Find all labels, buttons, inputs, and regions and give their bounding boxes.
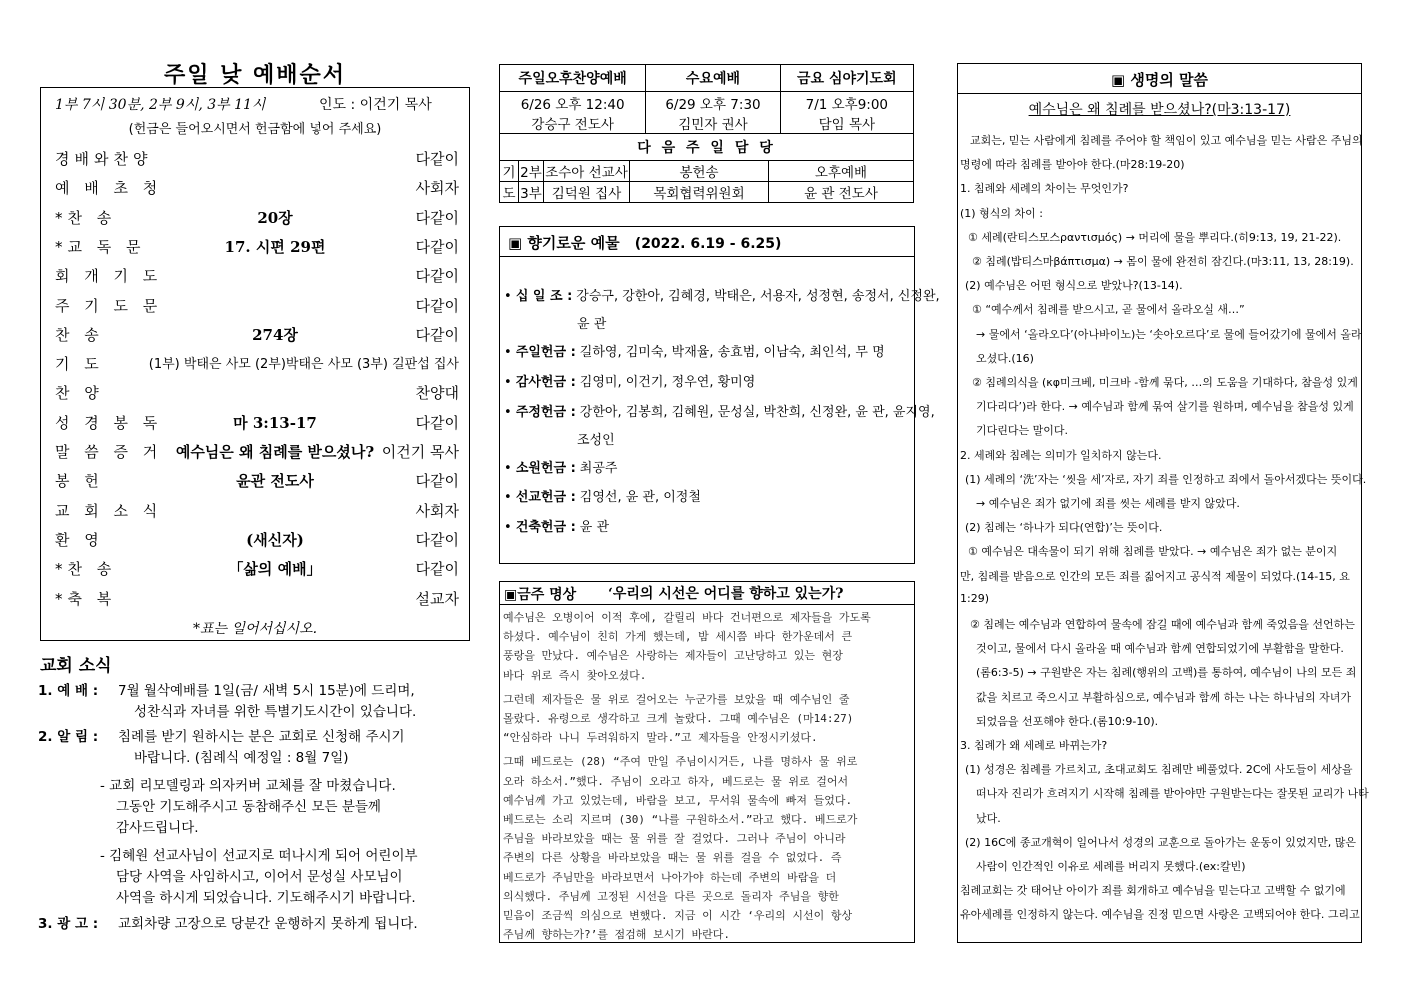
news-item-line: 7월 월삭예배를 1일(금/ 새벽 5시 15분)에 드리며, [118,683,415,699]
order-row [55,588,459,617]
news-item-line: - 교회 리모델링과 의자커버 교체를 잘 마쳤습니다. [100,778,396,794]
order-item-responsible: (1부) 박태은 사모 (2부)박태은 사모 (3부) 길판섭 집사 [148,357,459,373]
bullet-icon: • [504,490,516,505]
news-item-label: 1. 예 배 : [38,683,99,699]
offering-category: 선교헌금 : [515,490,576,505]
offering-category: 주일헌금 : [515,345,576,360]
order-item-detail: (새신자) [246,530,304,549]
meditation-line: 믿음이 조금씩 의심으로 변했다. 지금 이 시간 ‘우리의 시선이 항상 [503,909,853,922]
offering-category: 주정헌금 : [515,405,576,420]
next-week-title: 다 음 주 일 담 당 [500,134,914,161]
meditation-line: 주변의 다른 상황을 바라보았을 때는 물 위를 걸을 수 없었다. 즉 [503,851,842,865]
news-item-line: 사역을 하시게 되었습니다. 기도해주시기 바랍니다. [116,890,416,906]
offering-row [577,313,606,332]
sermon-line: 3. 침례가 왜 세례로 바뀌는가? [960,739,1108,752]
word-of-life-title: ▣ 생명의 말씀 [1110,71,1209,89]
meditation-line: 풍랑을 만났다. 예수님은 사랑하는 제자들이 고난당하고 있는 현장 [503,649,843,663]
schedule-cell-wednesday [646,92,780,134]
meditation-line: 예수님은 오병이어 이적 후에, 갈릴리 바다 건너편으로 제자들을 가도록 [503,611,871,624]
news-item-line: 감사드립니다. [116,820,199,836]
order-row [55,353,459,382]
offering-row [504,285,940,304]
duty-label-1: 기 [500,161,519,182]
order-item-name: 환 영 [55,530,104,549]
order-row [55,441,459,470]
meditation-line: 예수님께 가고 있었는데, 바람을 보고, 무서워 물속에 빠져 들었다. [503,793,853,807]
sermon-line: 명령에 따라 침례를 받아야 한다.(마28:19-20) [960,158,1185,172]
order-item-detail: 윤관 전도사 [236,472,314,491]
sermon-line: 되었음을 선포해야 한다.(롬10:9-10). [976,714,1159,728]
offering-title: ▣ 향기로운 예물 [508,234,620,252]
order-item-responsible: 다같이 [415,325,459,344]
sermon-line: ① 예수님은 대속물이 되기 위해 침례를 받았다. → 예수님은 죄가 없는 분이지 [968,545,1338,559]
order-item-detail: 17. 시편 29편 [224,237,326,256]
order-item-name: 기 도 [55,355,104,374]
duty-service-2: 2부 [519,161,544,182]
offering-category: 소원헌금 : [515,461,576,476]
order-item-name: 교 회 소 식 [55,501,163,520]
order-row [55,177,459,206]
sermon-line: (1) 성경은 침례를 가르치고, 초대교회도 침례만 베풀었다. 2C에 사도들이 세상을 [965,763,1353,777]
order-item-name: 찬 송 [55,325,104,344]
service-times: 1부 7시 30분, 2부 9시, 3부 11시 [55,97,266,113]
sermon-line: (1) 형식의 차이 : [960,206,1043,220]
sermon-line: ① “예수께서 침례를 받으시고, 곧 물에서 올라오실 새…” [972,303,1245,317]
sermon-line: 오셨다.(16) [976,351,1034,365]
order-item-responsible: 다같이 [415,560,459,579]
offering-header [500,227,914,257]
bullet-icon: • [504,405,516,420]
order-item-responsible: 다같이 [415,296,459,315]
meditation-line: 그때 베드로는 (28) “주여 만일 주님이시거든, 나를 명하사 물 위로 [503,755,858,769]
order-item-responsible: 다같이 [415,237,459,256]
order-row [55,558,459,587]
offering-names: 김영미, 이건기, 정우연, 황미영 [579,375,756,390]
order-row [55,148,459,177]
duty-service-3: 3부 [519,182,544,203]
offering-row [504,457,617,476]
sermon-line: ② 침례는 예수님과 연합하여 물속에 잠길 때에 예수님과 함께 죽었음을 선언하는 [970,618,1355,631]
order-item-name: *교 독 문 [55,237,146,256]
order-item-responsible: 다같이 [415,208,459,227]
sermon-line: 2. 세례와 침례는 의미가 일치하지 않는다. [960,448,1162,462]
sermon-line: → 물에서 ‘올라오다’(아나바이노)는 ‘솟아오르다’로 물에 들어갔기에 물에서 올라 [976,327,1362,341]
news-item-label: 3. 광 고 : [38,916,99,932]
sermon-line: ② 침례의식을 (κφ미크베, 미크바 -함께 묶다, …의 도움을 기대하다, 참을성 있게 [972,376,1358,389]
meditation-label: ▣금주 명상 [504,587,577,603]
offering-names: 윤 관 [577,317,607,332]
order-item-responsible: 사회자 [415,501,459,520]
sermon-line: (2) 예수님은 어떤 형식으로 받았나?(13-14). [965,279,1183,293]
next-week-table [500,161,913,202]
order-item-detail: 20장 [257,208,293,227]
order-item-name: 말 씀 증 거 [55,443,163,461]
sermon-line: 침례교회는 갓 태어난 아이가 죄를 회개하고 예수님을 믿는다고 고백할 수 없기에 [960,884,1346,898]
schedule-person: 담임 목사 [818,116,876,133]
offering-period: (2022. 6.19 - 6.25) [634,236,782,252]
offering-names: 김영선, 윤 관, 이정철 [579,490,701,505]
news-item-label: 2. 알 림 : [38,729,99,745]
order-item-responsible: 찬양대 [415,384,459,403]
news-item-line: - 김혜원 선교사님이 선교지로 떠나시게 되어 어린이부 [100,848,418,864]
order-item-responsible: 사회자 [415,179,459,198]
sermon-line: → 예수님은 죄가 없기에 죄를 씻는 세례를 받지 않았다. [976,497,1240,510]
schedule-date: 7/1 오후9:00 [805,96,889,113]
duty-offering-song: 목회협력위원회 [630,182,769,203]
offering-row [504,516,609,535]
order-item-responsible: 다같이 [415,267,459,286]
order-row [55,500,459,529]
meditation-box [499,581,915,943]
order-row [55,382,459,411]
news-item-line: 바랍니다. (침례식 예정일 : 8월 7일) [134,750,349,766]
duty-afternoon-label: 오후예배 [769,161,914,182]
order-title: 주일 낮 예배순서 [163,63,347,88]
order-item-detail: 예수님은 왜 침례를 받으셨나? [175,443,375,461]
order-row [55,236,459,265]
order-item-name: *찬 송 [55,208,117,227]
order-row [55,412,459,441]
sermon-line: 떠나자 진리가 흐려지기 시작해 침례를 받아야만 구원받는다는 잘못된 교리가 나타 [976,787,1369,801]
sermon-line: 1:29) [960,591,989,605]
order-item-responsible: 이건기 목사 [381,443,459,461]
sermon-line: 유아세례를 인정하지 않는다. 예수님을 진정 믿으면 사랑은 고백되어야 한다. 그리고 [960,908,1360,922]
standing-footnote: *표는 일어서십시오. [192,621,318,637]
meditation-line: “안심하라 나니 두려워하지 말라.”고 제자들을 안정시키셨다. [503,731,818,745]
duty-afternoon: 윤 관 전도사 [769,182,914,203]
order-item-responsible: 다같이 [415,413,459,432]
duty-label-2: 도 [500,182,519,203]
order-item-responsible: 다같이 [415,150,459,168]
bullet-icon: • [504,289,516,304]
meditation-line: 의식했다. 주님께 고정된 시선을 다른 곳으로 돌리자 주님을 향한 [503,889,839,903]
offering-names: 조성인 [577,433,615,448]
duty-offering-song-label: 봉헌송 [630,161,769,182]
sermon-line: (롬6:3-5) → 구원받은 자는 침례(행위의 고백)를 통하여, 예수님이 나의 모든 죄 [976,666,1357,680]
sermon-line: 났다. [976,811,1001,825]
meditation-line: 베드로는 소리 지르며 (30) “나를 구원하소서.”라고 했다. 베드로가 [503,813,858,826]
schedule-cell-sunday [500,92,646,134]
news-item-line: 그동안 기도해주시고 동참해주신 모든 분들께 [116,799,381,815]
sermon-line: 만, 침례를 받음으로 인간의 모든 죄를 짊어지고 공식적 제물이 되었다.(14-15, 요 [960,569,1350,583]
order-row [55,295,459,324]
meditation-line: 몰랐다. 유령으로 생각하고 크게 놀랐다. 그때 예수님은 (마14:27) [503,712,854,725]
word-of-life-header [958,64,1361,94]
sermon-line: 값을 치르고 죽으시고 부활하심으로, 예수님과 함께 하는 나는 하나님의 자녀가 [976,690,1351,704]
order-row [55,207,459,236]
sermon-line: (1) 세례의 ‘洗’자는 ‘씻을 세’자로, 자기 죄를 인정하고 죄에서 돌아서겠다는 뜻이다. [965,472,1367,486]
schedule-date: 6/26 오후 12:40 [520,96,625,113]
schedule-person: 강승구 전도사 [531,116,614,133]
order-row [55,324,459,353]
offering-box [499,226,940,564]
order-item-name: 성 경 봉 독 [55,413,163,432]
meditation-line: 주님을 바라보았을 때는 물 위를 잘 걸었다. 그러나 주님이 아니라 [503,832,846,846]
meditation-line: 주님께 향하는가?’를 점검해 보시기 바란다. [503,928,730,942]
order-item-name: 주 기 도 문 [55,296,163,315]
bullet-icon: • [504,461,516,476]
order-item-name: 찬 양 [55,384,104,403]
sermon-subtitle: 예수님은 왜 침례를 받으셨나?(마3:13-17) [1028,102,1291,118]
news-item-line: 성찬식과 자녀를 위한 특별기도시간이 있습니다. [134,704,417,720]
sermon-line: ② 침례(밥티스마βάπτισμα) → 몸이 물에 완전히 잠긴다.(마3:11, 13, 28:19). [972,255,1354,268]
offering-row [504,401,935,420]
offering-names: 길하영, 김미숙, 박재율, 송효범, 이남숙, 최인석, 무 명 [579,345,885,360]
offering-category: 십 일 조 : [515,289,573,304]
sermon-line: 것이고, 물에서 다시 올라올 때 예수님과 함께 연합되었기에 부활함을 말한다. [976,642,1344,656]
sermon-line: 1. 침례와 세례의 차이는 무엇인가? [960,182,1129,196]
sermon-line: (2) 침례는 ‘하나가 되다(연합)’는 뜻이다. [965,521,1163,535]
sermon-line: 교회는, 믿는 사람에게 침례를 주어야 할 책임이 있고 예수님을 믿는 사람은 주님의 [970,134,1363,147]
offering-category: 건축헌금 : [515,520,576,535]
order-item-name: *축 복 [55,589,117,608]
order-item-name: 봉 헌 [55,472,104,491]
order-row [55,529,459,558]
offering-row [504,371,755,390]
offering-row [504,486,701,505]
order-item-responsible: 다같이 [415,472,459,491]
church-news-title: 교회 소식 [40,656,112,676]
schedule-header-friday: 금요 심야기도회 [780,65,913,92]
offering-category: 감사헌금 : [515,375,576,390]
sermon-line: 기다린다는 말이다. [976,424,1069,438]
service-leader: 인도 : 이건기 목사 [319,97,432,113]
bullet-icon: • [504,345,516,360]
news-item-line: 담당 사역을 사임하시고, 이어서 문성실 사모님이 [116,869,403,885]
sermon-line: (2) 16C에 종교개혁이 일어나서 성경의 교훈으로 돌아가는 운동이 있었지만, 많은 [965,835,1357,849]
sermon-line: 기다리다’)라 한다. → 예수님과 함께 묶여 살기를 원하며, 예수님을 참을성 있게 [976,400,1354,414]
order-item-detail: 274장 [252,325,298,344]
order-item-name: *찬 송 [55,560,117,579]
offering-names: 최공주 [579,461,618,476]
schedule-table [499,64,914,203]
meditation-line: 바다 위로 즉시 찾아오셨다. [503,668,647,682]
news-item-line: 교회차량 고장으로 당분간 운행하지 못하게 됩니다. [118,916,418,932]
schedule-date: 6/29 오후 7:30 [665,96,761,113]
order-item-responsible: 다같이 [415,530,459,549]
order-item-name: 예 배 초 청 [55,179,163,198]
meditation-line: 오라 하소서.”했다. 주님이 오라고 하자, 베드로는 물 위로 걸어서 [503,774,849,788]
offering-names: 강한아, 김봉희, 김혜원, 문성실, 박찬희, 신정완, 윤 관, 윤지영, [579,405,935,420]
offering-names: 윤 관 [579,520,610,535]
order-item-responsible: 설교자 [415,589,459,608]
order-item-detail: 「삶의 예배」 [228,560,322,579]
meditation-line: 하셨다. 예수님이 친히 가게 했는데, 밤 세시쯤 바다 한가운데서 큰 [503,630,853,644]
order-item-name: 회 개 기 도 [55,267,163,286]
schedule-header-sunday: 주일오후찬양예배 [500,65,646,92]
bullet-icon: • [504,520,516,535]
order-item-name: 경배와찬양 [55,150,153,168]
duty-person-2: 조수아 선교사 [544,161,630,182]
schedule-cell-friday [780,92,913,134]
schedule-header-wednesday: 수요예배 [646,65,780,92]
order-row [55,265,459,294]
word-of-life-box [957,63,1369,943]
sermon-line: 사람이 인간적인 이유로 세례를 버리지 못했다.(ex:칼빈) [976,860,1246,873]
meditation-line: 그런데 제자들은 물 위로 걸어오는 누군가를 보았을 때 예수님인 줄 [503,692,850,706]
meditation-line: 베드로가 주님만을 바라보면서 나아가야 하는데 주변의 바람을 더 [503,870,837,884]
news-item-line: 침례를 받기 원하시는 분은 교회로 신청해 주시기 [118,729,405,745]
offering-row [577,429,615,448]
order-row [55,470,459,499]
schedule-person: 김민자 권사 [678,116,748,133]
worship-order-box [40,87,470,641]
sermon-line: ① 세례(란티스모스ραντισμός) → 머리에 물을 뿌리다.(히9:13, 19, 21-22). [968,230,1342,244]
order-item-detail: 마 3:13-17 [233,413,317,432]
offering-row [504,341,885,360]
offering-note: (헌금은 들어오시면서 헌금함에 넣어 주세요) [128,122,382,137]
meditation-topic: ‘우리의 시선은 어디를 향하고 있는가? [608,586,844,602]
bullet-icon: • [504,375,516,390]
offering-names: 강승구, 강한아, 김혜경, 박태은, 서용자, 성정현, 송정서, 신정완, [576,289,940,304]
duty-person-3: 김덕원 집사 [544,182,630,203]
meditation-header [500,582,914,605]
